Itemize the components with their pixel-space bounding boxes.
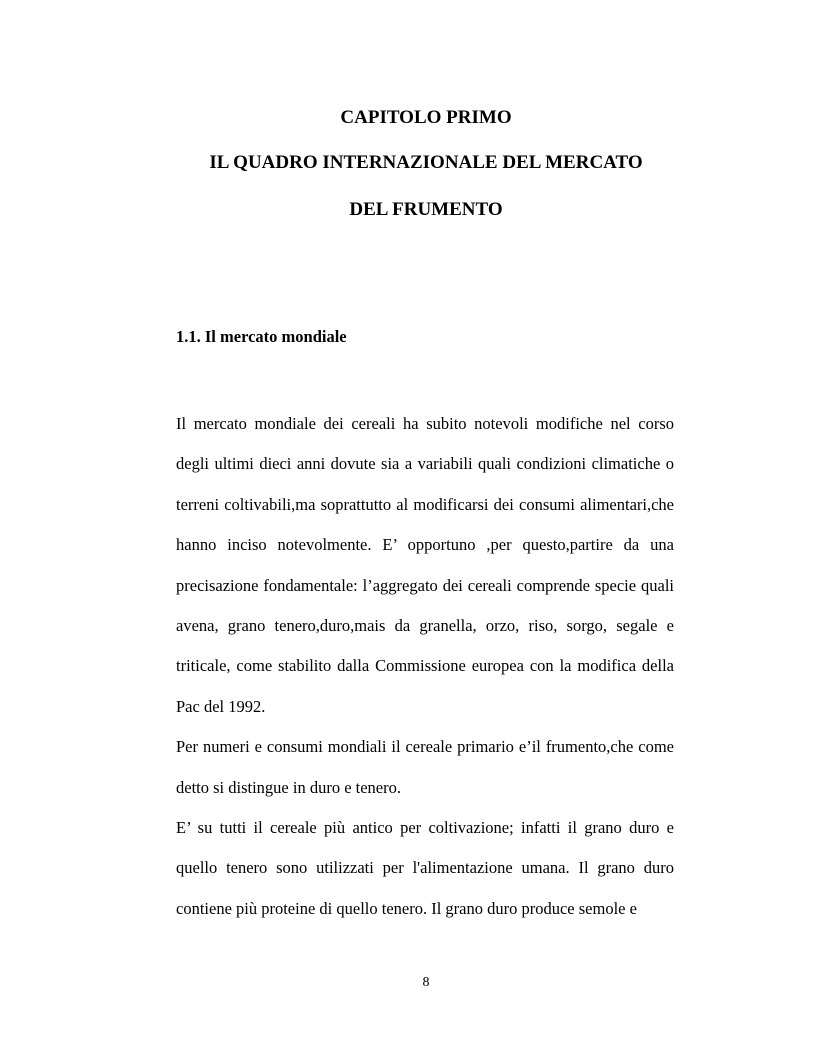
paragraph: Il mercato mondiale dei cereali ha subito notevoli modifiche nel corso degli ultimi dieci anni dovute sia a variabili quali condizioni climatiche o terreni coltivabili,ma soprattutto al modificarsi dei consumi alimentari,che hanno inciso notevolmente. E’ opportuno ,per questo,partire da una precisazione fondamentale: l’aggregato dei cereali comprende specie quali avena, grano tenero,duro,mais da granella, orzo, riso, sorgo, segale e triticale, come stabilito dalla Commissione europea con la modifica della Pac del 1992.	[176, 414, 674, 716]
paragraph: E’ su tutti il cereale più antico per coltivazione; infatti il grano duro e quello tenero sono utilizzati per l'alimentazione umana. Il grano duro contiene più proteine di quello tenero. Il grano duro produce semole e	[176, 818, 674, 918]
chapter-title-line-2: DEL FRUMENTO	[349, 199, 503, 220]
section-heading: 1.1. Il mercato mondiale	[176, 327, 347, 346]
paragraph: Per numeri e consumi mondiali il cereale primario e’il frumento,che come detto si distingue in duro e tenero.	[176, 737, 674, 797]
chapter-label: CAPITOLO PRIMO	[340, 107, 512, 128]
chapter-title-line-1: IL QUADRO INTERNAZIONALE DEL MERCATO	[209, 152, 643, 173]
page-number: 8	[422, 975, 430, 990]
body-text	[176, 404, 674, 929]
